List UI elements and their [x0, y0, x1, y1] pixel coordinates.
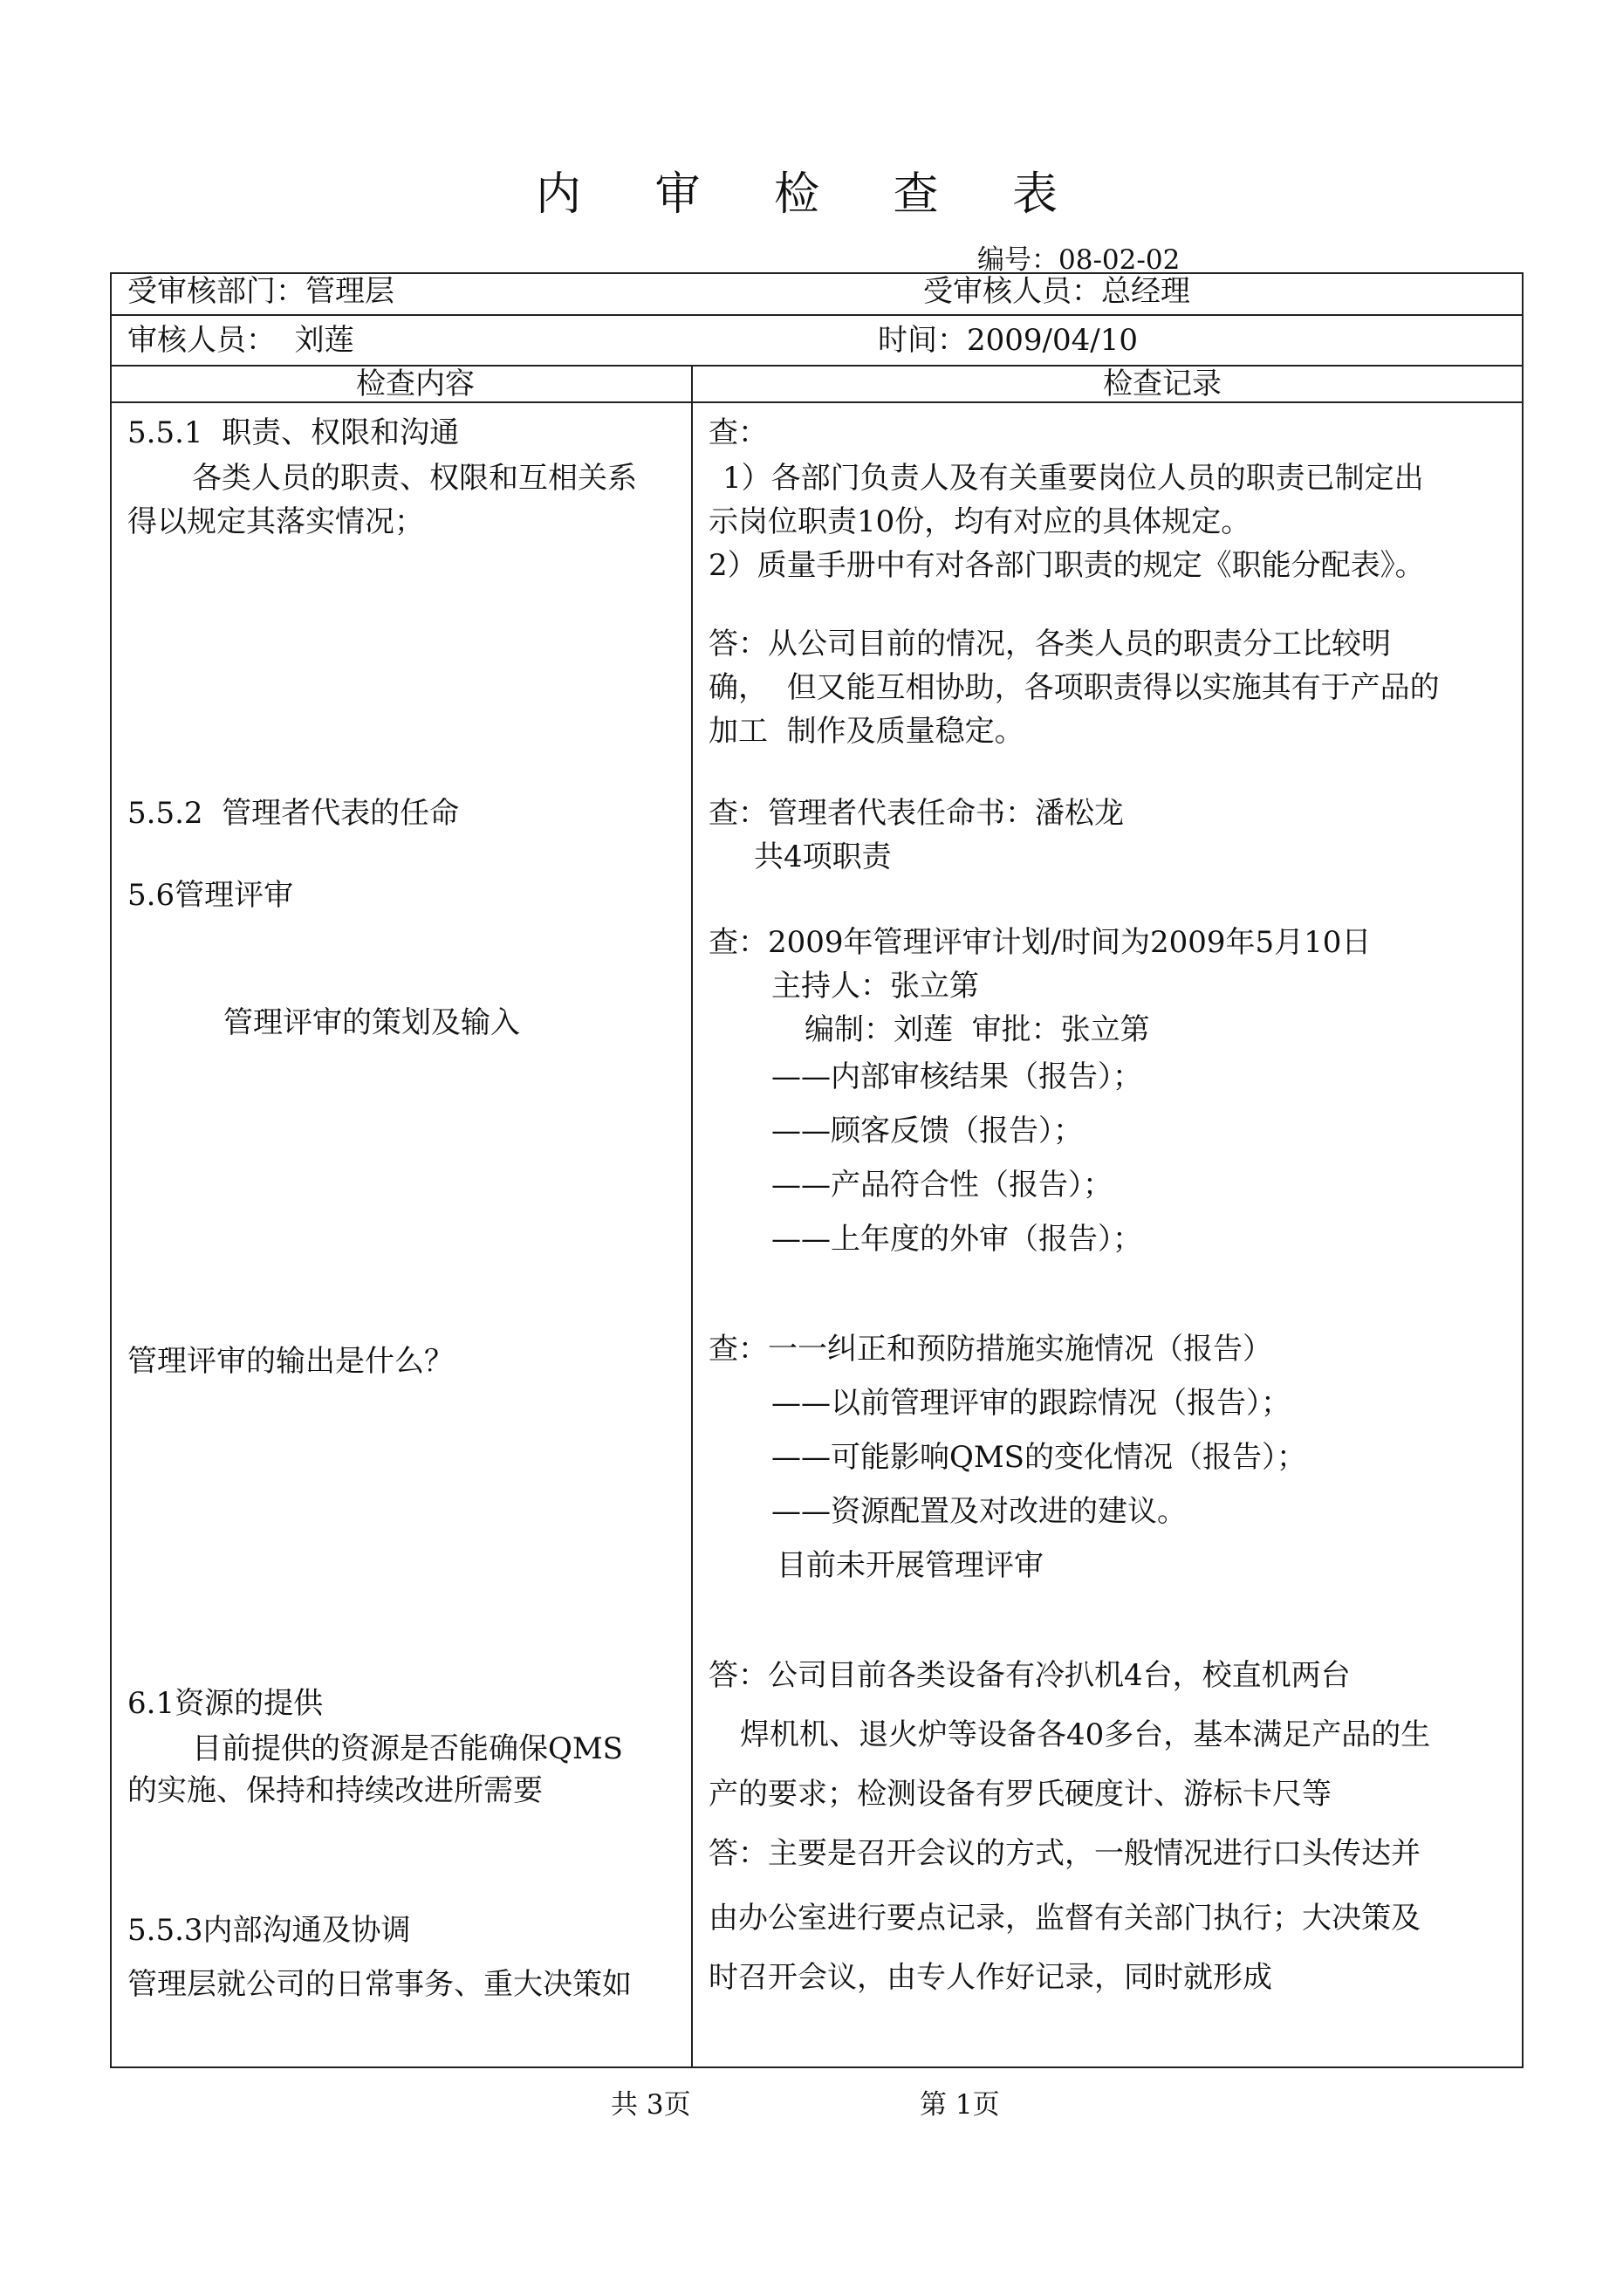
column-header-content: 检查内容	[356, 367, 475, 401]
record-line: ——以前管理评审的跟踪情况（报告）；	[771, 1386, 1291, 1421]
record-line: 时召开会议，由专人作好记录，同时就形成	[709, 1960, 1272, 1995]
clause-text: 得以规定其落实情况；	[127, 504, 424, 539]
clause-text: 管理层就公司的日常事务、重大决策如	[127, 1967, 632, 2002]
clause-5-6: 5.6管理评审	[127, 878, 294, 913]
page-number: 第 1页	[920, 2089, 1000, 2121]
record-line: 查：管理者代表任命书：潘松龙	[709, 796, 1124, 831]
record-line: 目前未开展管理评审	[777, 1548, 1044, 1583]
clause-6-1: 6.1资源的提供	[127, 1686, 324, 1721]
clause-text: 目前提供的资源是否能确保QMS	[192, 1731, 623, 1766]
column-divider	[691, 365, 693, 2066]
clause-5-5-1: 5.5.1 职责、权限和沟通	[127, 415, 460, 450]
clause-5-5-2: 5.5.2 管理者代表的任命	[127, 796, 460, 831]
record-line: 答：主要是召开会议的方式，一般情况进行口头传达并	[709, 1836, 1421, 1871]
clause-text: 各类人员的职责、权限和互相关系	[192, 461, 637, 496]
record-line: 1）各部门负责人及有关重要岗位人员的职责已制定出	[722, 461, 1424, 496]
record-line: 示岗位职责10份，均有对应的具体规定。	[709, 504, 1251, 539]
column-header-record: 检查记录	[1103, 367, 1222, 401]
record-line: 焊机机、退火炉等设备各40多台，基本满足产品的生	[740, 1717, 1431, 1752]
record-line: 产的要求；检测设备有罗氏硬度计、游标卡尺等	[709, 1777, 1332, 1812]
clause-5-5-3: 5.5.3内部沟通及协调	[127, 1913, 411, 1948]
auditor-label: 审核人员： 刘莲	[127, 323, 354, 358]
clause-text: 管理评审的输出是什么？	[127, 1344, 454, 1379]
audit-date: 时间：2009/04/10	[878, 323, 1138, 358]
record-line: 查：	[709, 415, 768, 450]
record-line: ——资源配置及对改进的建议。	[771, 1494, 1187, 1529]
document-number: 编号：08-02-02	[977, 244, 1181, 276]
audit-checklist-table	[110, 272, 1524, 2068]
record-line: ——可能影响QMS的变化情况（报告）；	[771, 1440, 1306, 1475]
record-line: 由办公室进行要点记录，监督有关部门执行；大决策及	[709, 1901, 1421, 1936]
row-divider	[112, 401, 1522, 403]
record-line: 加工 制作及质量稳定。	[709, 714, 1024, 749]
row-divider	[112, 314, 1522, 316]
record-line: 答：公司目前各类设备有冷扒机4台，校直机两台	[709, 1658, 1351, 1693]
page-total: 共 3页	[611, 2089, 691, 2121]
record-line: 2）质量手册中有对各部门职责的规定《职能分配表》。	[709, 548, 1425, 583]
record-line: 共4项职责	[754, 840, 892, 874]
clause-text: 的实施、保持和持续改进所需要	[127, 1773, 543, 1808]
department-label: 受审核部门：管理层	[127, 274, 394, 309]
row-divider	[112, 365, 1522, 367]
page-title: 内 审 检 查 表	[535, 168, 1088, 221]
record-line: 确， 但又能互相协助，各项职责得以实施其有于产品的	[709, 670, 1440, 705]
record-line: ——产品符合性（报告）；	[771, 1168, 1113, 1203]
auditee-label: 受审核人员：总经理	[923, 274, 1190, 309]
record-line: 查：2009年管理评审计划/时间为2009年5月10日	[709, 925, 1372, 960]
record-line: ——顾客反馈（报告）；	[771, 1114, 1083, 1148]
record-line: 查：一一纠正和预防措施实施情况（报告）	[709, 1332, 1272, 1367]
record-line: ——上年度的外审（报告）；	[771, 1222, 1142, 1257]
record-line: 答：从公司目前的情况，各类人员的职责分工比较明	[709, 627, 1391, 661]
record-line: ——内部审核结果（报告）；	[771, 1059, 1142, 1094]
record-line: 主持人：张立第	[771, 969, 979, 1004]
clause-text: 管理评审的策划及输入	[223, 1005, 520, 1040]
record-line: 编制：刘莲 审批：张立第	[805, 1012, 1150, 1047]
